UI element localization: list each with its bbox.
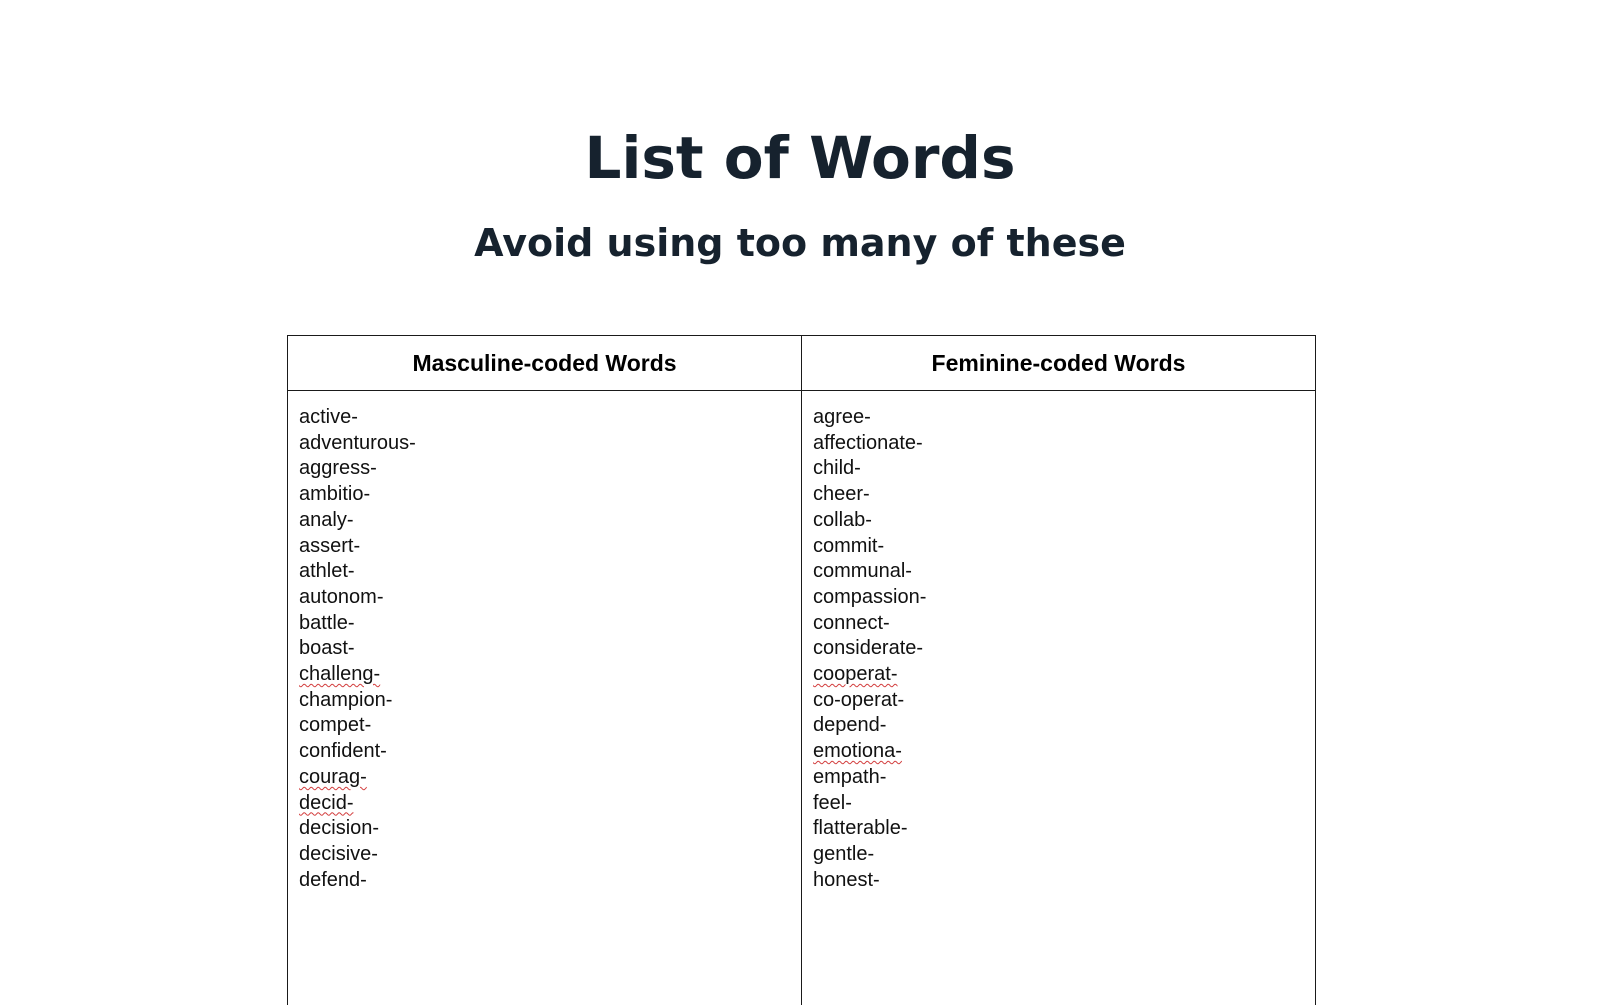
masculine-word-item bbox=[299, 559, 791, 585]
masculine-word-item bbox=[299, 611, 791, 637]
masculine-word-item bbox=[299, 585, 791, 611]
masculine-word-item bbox=[299, 713, 791, 739]
feminine-word-list bbox=[813, 405, 1305, 893]
masculine-word-item bbox=[299, 534, 791, 560]
feminine-word-item bbox=[813, 868, 1305, 894]
masculine-word-text: analy- bbox=[299, 509, 353, 531]
masculine-column-header: Masculine-coded Words bbox=[288, 336, 802, 391]
word-table bbox=[287, 335, 1316, 1005]
masculine-word-item bbox=[299, 482, 791, 508]
feminine-word-item bbox=[813, 508, 1305, 534]
feminine-word-text: communal- bbox=[813, 560, 912, 582]
table-body-row bbox=[288, 391, 1316, 1005]
feminine-word-item bbox=[813, 534, 1305, 560]
table-header-row bbox=[288, 336, 1316, 391]
masculine-word-item bbox=[299, 868, 791, 894]
masculine-word-item bbox=[299, 816, 791, 842]
feminine-word-text: cooperat- bbox=[813, 663, 898, 685]
feminine-word-text: considerate- bbox=[813, 637, 923, 659]
masculine-word-text: challeng- bbox=[299, 663, 380, 685]
feminine-word-text: emotiona- bbox=[813, 740, 902, 762]
feminine-word-text: depend- bbox=[813, 714, 886, 736]
masculine-word-item bbox=[299, 791, 791, 817]
masculine-word-text: champion- bbox=[299, 689, 392, 711]
masculine-word-text: defend- bbox=[299, 869, 367, 891]
feminine-word-text: feel- bbox=[813, 792, 852, 814]
feminine-word-item bbox=[813, 585, 1305, 611]
masculine-word-text: adventurous- bbox=[299, 432, 416, 454]
masculine-word-list bbox=[299, 405, 791, 893]
feminine-word-item bbox=[813, 816, 1305, 842]
feminine-word-item bbox=[813, 842, 1305, 868]
masculine-word-text: decision- bbox=[299, 817, 379, 839]
feminine-word-text: flatterable- bbox=[813, 817, 908, 839]
feminine-word-text: co-operat- bbox=[813, 689, 904, 711]
masculine-word-item bbox=[299, 431, 791, 457]
masculine-word-item bbox=[299, 508, 791, 534]
masculine-word-text: autonom- bbox=[299, 586, 384, 608]
masculine-word-item bbox=[299, 636, 791, 662]
feminine-word-text: cheer- bbox=[813, 483, 870, 505]
masculine-word-item bbox=[299, 765, 791, 791]
masculine-word-item bbox=[299, 688, 791, 714]
masculine-word-text: assert- bbox=[299, 535, 360, 557]
feminine-word-text: affectionate- bbox=[813, 432, 923, 454]
masculine-word-text: decisive- bbox=[299, 843, 378, 865]
feminine-column-header: Feminine-coded Words bbox=[802, 336, 1316, 391]
masculine-word-text: boast- bbox=[299, 637, 355, 659]
feminine-word-item bbox=[813, 456, 1305, 482]
masculine-word-text: decid- bbox=[299, 792, 353, 814]
masculine-word-text: battle- bbox=[299, 612, 355, 634]
page-subtitle: Avoid using too many of these bbox=[0, 218, 1600, 268]
masculine-word-item bbox=[299, 405, 791, 431]
feminine-word-text: gentle- bbox=[813, 843, 874, 865]
feminine-word-text: empath- bbox=[813, 766, 886, 788]
masculine-word-item bbox=[299, 662, 791, 688]
feminine-word-item bbox=[813, 739, 1305, 765]
masculine-words-cell bbox=[288, 391, 802, 1005]
feminine-word-item bbox=[813, 765, 1305, 791]
feminine-word-item bbox=[813, 636, 1305, 662]
masculine-word-text: aggress- bbox=[299, 457, 377, 479]
feminine-word-text: compassion- bbox=[813, 586, 926, 608]
feminine-word-item bbox=[813, 791, 1305, 817]
masculine-word-text: courag- bbox=[299, 766, 367, 788]
feminine-word-text: connect- bbox=[813, 612, 890, 634]
feminine-word-text: child- bbox=[813, 457, 861, 479]
masculine-word-item bbox=[299, 739, 791, 765]
feminine-word-item bbox=[813, 611, 1305, 637]
feminine-word-item bbox=[813, 559, 1305, 585]
masculine-word-text: confident- bbox=[299, 740, 387, 762]
masculine-word-text: athlet- bbox=[299, 560, 355, 582]
masculine-word-text: ambitio- bbox=[299, 483, 370, 505]
masculine-word-text: active- bbox=[299, 406, 358, 428]
feminine-word-text: commit- bbox=[813, 535, 884, 557]
masculine-word-item bbox=[299, 842, 791, 868]
feminine-word-text: honest- bbox=[813, 869, 880, 891]
feminine-word-item bbox=[813, 482, 1305, 508]
feminine-word-item bbox=[813, 713, 1305, 739]
page-title: List of Words bbox=[0, 122, 1600, 194]
feminine-word-item bbox=[813, 405, 1305, 431]
masculine-word-text: compet- bbox=[299, 714, 371, 736]
feminine-word-item bbox=[813, 688, 1305, 714]
feminine-word-text: collab- bbox=[813, 509, 872, 531]
masculine-word-item bbox=[299, 456, 791, 482]
feminine-word-item bbox=[813, 662, 1305, 688]
feminine-word-text: agree- bbox=[813, 406, 871, 428]
feminine-word-item bbox=[813, 431, 1305, 457]
feminine-words-cell bbox=[802, 391, 1316, 1005]
